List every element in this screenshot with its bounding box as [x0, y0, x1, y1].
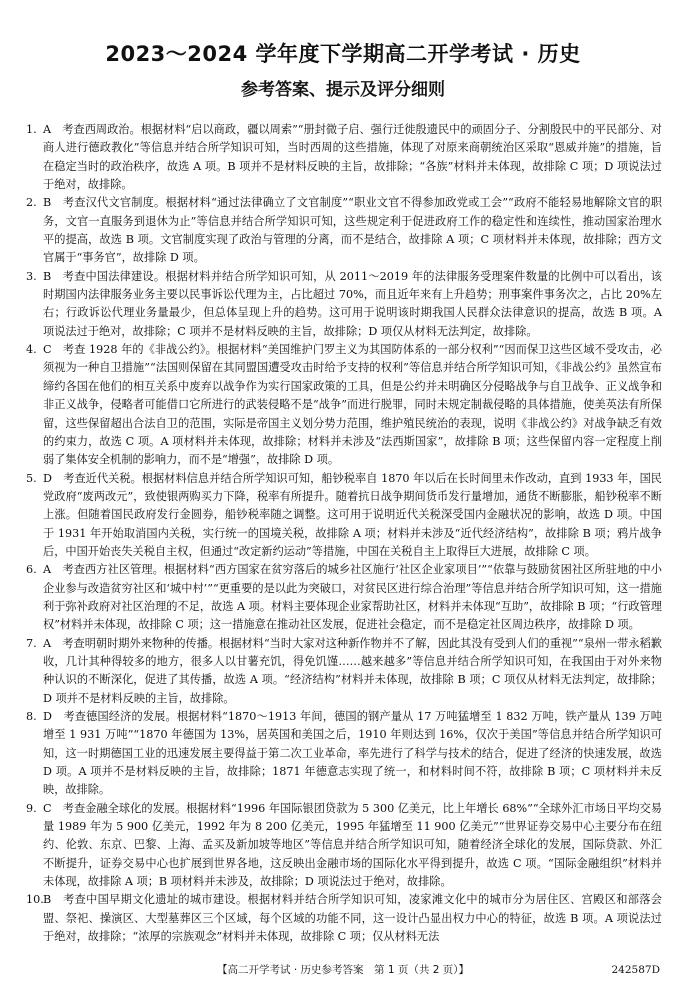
item-number: 4. — [26, 343, 37, 357]
item-number: 3. — [26, 269, 37, 283]
item-number: 2. — [26, 196, 37, 210]
page-title: 2023～2024 学年度下学期高二开学考试 · 历史 — [105, 42, 581, 66]
page-subtitle: 参考答案、提示及评分细则 — [241, 80, 445, 100]
footer-code: 242587D — [611, 964, 660, 976]
answer-item-5 — [26, 470, 662, 562]
answer-list — [26, 121, 662, 946]
answer-item-10 — [26, 891, 662, 946]
item-text: D 考查近代关税。根据材料信息并结合所学知识可知，船钞税率自 1870 年以后在长时间里未作改动，直到 1933 年，国民党政府“废两改元”，致使银两购买力下降，税率有所提升。随着抗日战争期间货币发行量增加，通货不断膨胀，船钞税率不断上涨。但随着国民政府发行金圆券，船钞税率随之调整。这可用于说明近代关税深受国内金融状况的影响，故选 D 项。中国于 1931 年开始取消国内关税，实行统一的国境关税，故排除 A 项；材料并未涉及“近代经济结构”，故排除 B 项；鸦片战争后，中国开始丧失关税自主权，但通过“改定新约运动”等措施，中国在关税自主上取得巨大进展，故排除 C 项。 — [43, 471, 662, 558]
answer-item-1 — [26, 121, 662, 194]
answer-item-7 — [26, 635, 662, 708]
item-text: C 考查 1928 年的《非战公约》。根据材料“美国维护门罗主义为其国防体系的一部分权利”“因而保卫这些区域不受攻击，必须视为一种自卫措施”“法国则保留在其同盟国遭受攻击时给予支持的权利”等信息并结合所学知识可知，《非战公约》虽然宣布缔约各国在他们的相互关系中废弃以战争作为实行国家政策的工具，但是公约并未明确区分侵略战争与自卫战争、正义战争和非正义战争，侵略者可能借口它所进行的武装侵略不是“战争”而进行脱罪，同时未规定制裁侵略的具体措施，使美英法有所保留，这些保留超出合法自卫的范围，实际是帝国主义划分势力范围，维护殖民统治的表现，说明《非战公约》对战争缺乏有效的约束力，故选 C 项。A 项材料并未体现，故排除；材料并未涉及“法西斯国家”，故排除 B 项；这些保留内容一定程度上削弱了集体安全机制的影响力，而不是“增强”，故排除 D 项。 — [43, 343, 662, 467]
answer-item-3 — [26, 268, 662, 341]
item-text: B 考查中国早期文化遗址的城市建设。根据材料并结合所学知识可知，凌家滩文化中的城市分为居住区、宫殿区和部落会盟、祭祀、操演区、大型墓葬区三个区域，每个区域的功能不同，这一设计凸显出权力中心的特征，故选 B 项。A 项说法过于绝对，故排除；“浓厚的宗族观念”材料并未体现，故排除 C 项；仅从材料无法 — [43, 893, 662, 944]
answer-item-4 — [26, 341, 662, 469]
item-text: A 考查西方社区管理。根据材料“西方国家在贫穷落后的城乡社区施行‘社区企业家项目’”“依靠与鼓励贫困社区所驻地的中小企业参与改造贫穷社区和‘城中村’”“更重要的是以此为突破口，对贫民区进行综合治理”等信息并结合所学知识可知，这一措施利于弥补政府对社区治理的不足，故选 A 项。材料主要体现企业家帮助社区，材料并未体现“互助”，故排除 B 项；“行政管理权”材料并未体现，故排除 C 项；这一措施意在推动社区发展，促进社会稳定，而不是稳定社区周边秩序，故排除 D 项。 — [43, 563, 662, 632]
item-text: D 考查德国经济的发展。根据材料“1870～1913 年间，德国的钢产量从 17 万吨猛增至 1 832 万吨，铁产量从 139 万吨增至 1 931 万吨”“1870 年德国为 13%，居英国和美国之后，1910 年则达到 16%，仅次于美国”等信息并结合所学知识可知，这一时期德国工业的迅速发展主要得益于第二次工业革命，率先进行了科学与技术的结合，促进了经济的快速发展，故选 D 项。A 项并不是材料反映的主旨，故排除；1871 年德意志实现了统一，和材料时间不符，故排除 B 项；C 项材料并未反映，故排除。 — [43, 710, 662, 797]
item-text: B 考查汉代文官制度。根据材料“通过法律确立了文官制度”“职业文官不得参加政党或工会”“政府不能轻易地解除文官的职务，文官一直服务到退休为止”等信息并结合所学知识可知，这些规定利于促进政府工作的稳定性和连续性，推动国家治理水平的提高，故选 B 项。文官制度实现了政治与管理的分离，而不是结合，故排除 A 项；C 项材料并未体现，故排除；西方文官属于“事务官”，故排除 D 项。 — [43, 196, 662, 265]
item-text: C 考查金融全球化的发展。根据材料“1996 年国际银团贷款为 5 300 亿美元，比上年增长 68%”“全球外汇市场日平均交易量 1989 年为 5 900 亿美元，1992 年为 8 200 亿美元，1995 年猛增至 11 900 亿美元”“世界证券交易中心主要分布在纽约、伦敦、东京、巴黎、上海、孟买及新加坡等地区”等信息并结合所学知识可知，随着经济全球化的发展，国际贷款、外汇不断提升，证券交易中心也扩展到世界各地，这反映出金融市场的国际化水平得到提升，故选 C 项。“国际金融组织”材料并未体现，故排除 A 项；B 项材料并未涉及，故排除；D 项说法过于绝对，故排除。 — [43, 801, 662, 889]
answer-item-2 — [26, 194, 662, 267]
item-text: A 考查西周政治。根据材料“启以商政，疆以周索”“册封微子启、强行迁徙殷遗民中的顽固分子、分割殷民中的平民部分、对商人进行德政教化”等信息并结合所学知识可知，当时西周的这些措施，体现了对原来商朝统治区采取“恩威并施”的措施，旨在稳定当时的政治秩序，故选 A 项。B 项并不是材料反映的主旨，故排除；“各族”材料并未体现，故排除 C 项；D 项说法过于绝对，故排除。 — [43, 123, 662, 192]
item-number: 9. — [26, 801, 37, 815]
item-text: B 考查中国法律建设。根据材料并结合所学知识可知，从 2011～2019 年的法律服务受理案件数量的比例中可以看出，该时期国内法律服务业务主要以民事诉讼代理为主，占比超过 70%，而且近年来有上升趋势；刑事案件事务次之，占比 20%左右；行政诉讼代理业务量最少，但总体呈现上升的趋势。这可用于说明该时期我国人民群众法律意识的提高，故选 B 项。A 项说法过于绝对，故排除；C 项并不是材料反映的主旨，故排除；D 项仅从材料无法判定，故排除。 — [43, 269, 662, 338]
item-text: A 考查明朝时期外来物种的传播。根据材料“当时大家对这种新作物并不了解，因此其没有受到人们的重视”“泉州一带永稻歉收，几计其种得较多的地方，很多人以甘薯充饥，得免饥馑……越来越多”等信息并结合所学知识可知，在我国由于对外来物种认识的不断深化，促进了其传播，故选 A 项。“经济结构”材料并未体现，故排除 B 项；C 项仅从材料无法判定，故排除；D 项并不是材料反映的主旨，故排除。 — [43, 636, 662, 705]
footer-label: 【高二开学考试 · 历史参考答案 第 1 页（共 2 页）】 — [217, 964, 469, 976]
item-number: 5. — [26, 471, 37, 485]
item-number: 7. — [26, 636, 37, 650]
page-footer — [0, 962, 686, 978]
answer-item-9 — [26, 800, 662, 892]
item-number: 1. — [26, 123, 37, 136]
item-number: 10. — [26, 893, 44, 907]
item-number: 6. — [26, 563, 37, 577]
answer-item-8 — [26, 708, 662, 800]
answer-item-6 — [26, 561, 662, 634]
item-number: 8. — [26, 710, 37, 723]
